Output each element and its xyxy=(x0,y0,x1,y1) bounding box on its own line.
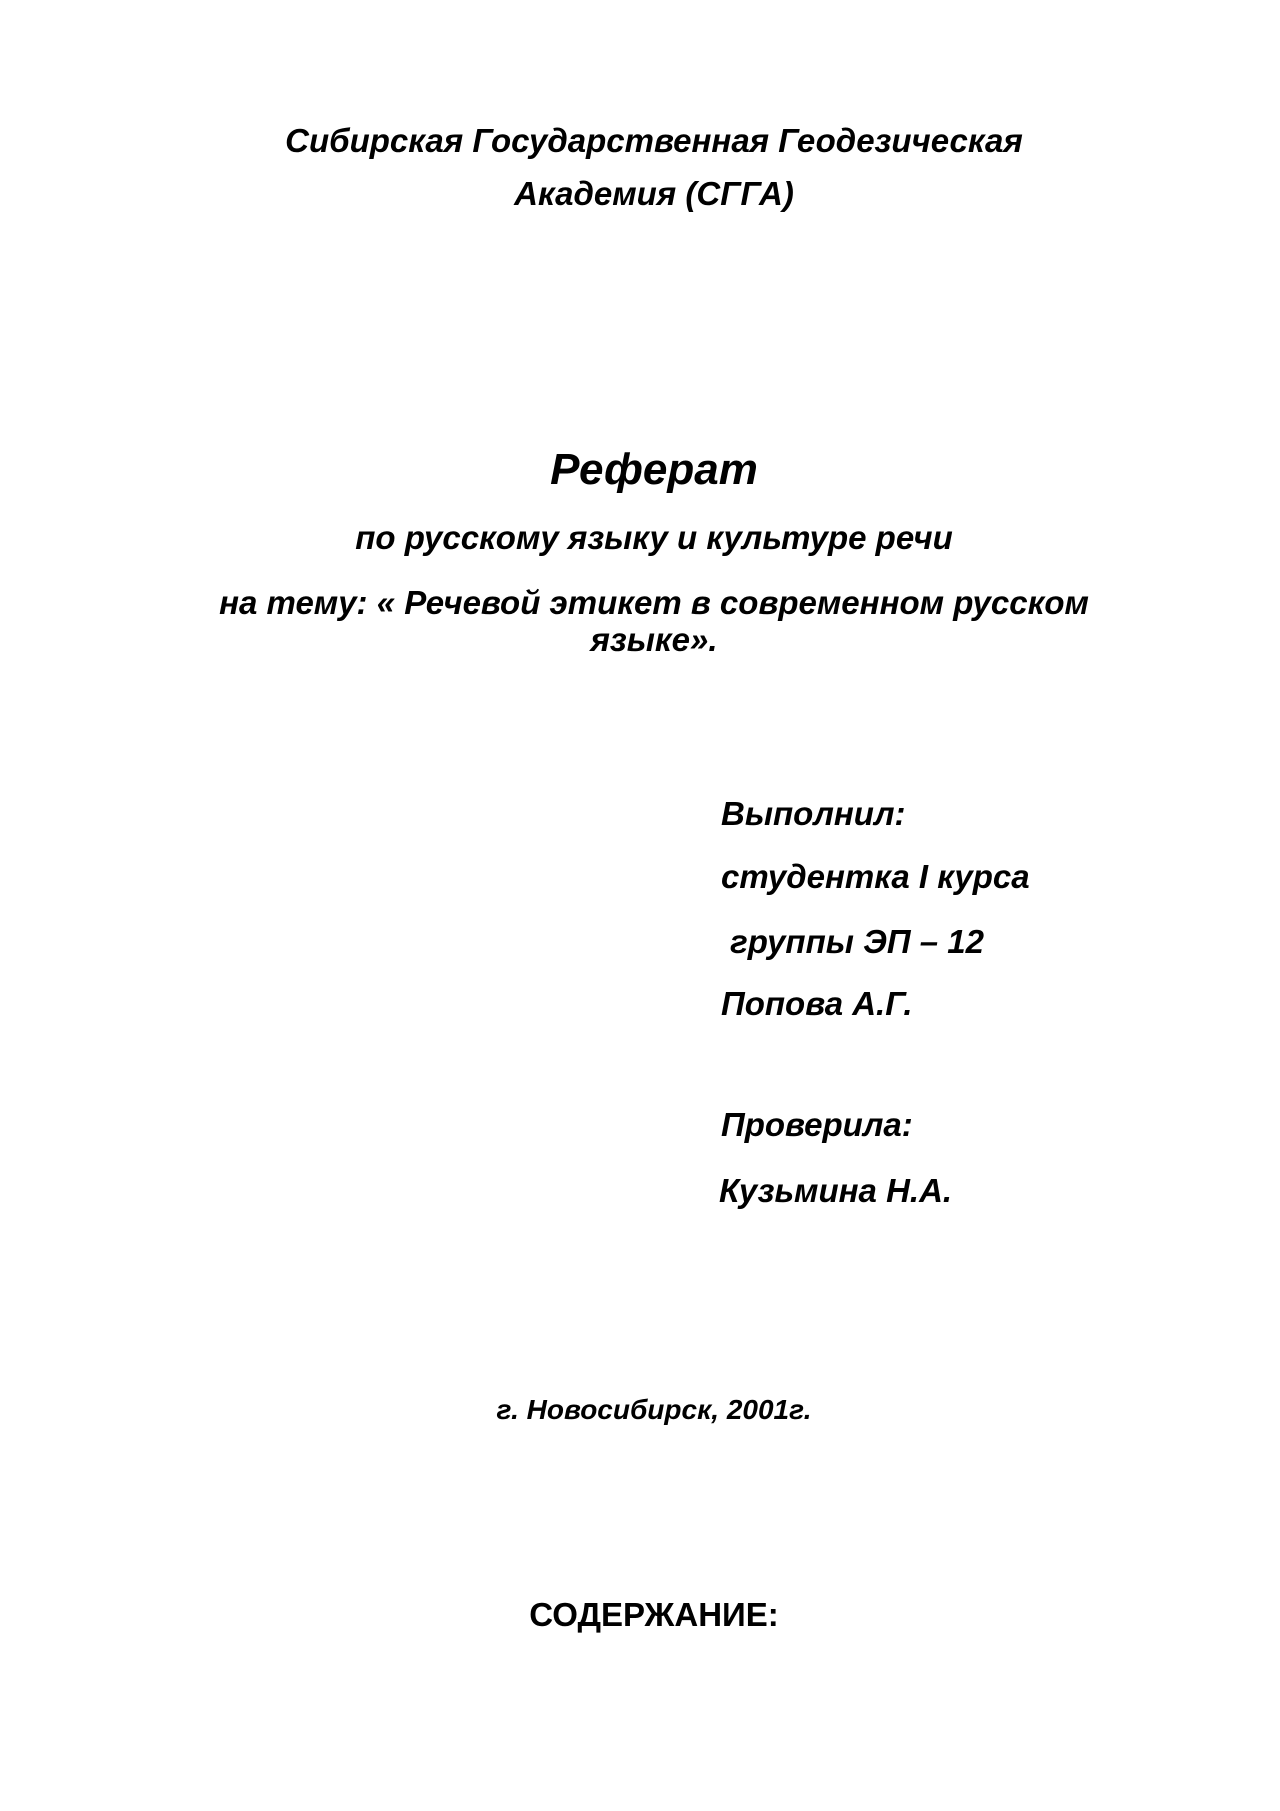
institution-line-1: Сибирская Государственная Геодезическая xyxy=(285,122,1023,159)
author-course: студентка I курса xyxy=(721,858,1030,895)
document-title: Реферат xyxy=(550,445,758,494)
reviewer-name: Кузьмина Н.А. xyxy=(719,1172,953,1209)
author-group: группы ЭП – 12 xyxy=(721,923,984,960)
subject-line: по русскому языку и культуре речи xyxy=(355,519,953,556)
topic-line-2: языке». xyxy=(590,621,718,658)
reviewer-label: Проверила: xyxy=(721,1106,913,1143)
contents-heading: СОДЕРЖАНИЕ: xyxy=(529,1596,779,1633)
institution-line-2: Академия (СГГА) xyxy=(514,175,794,212)
city-year: г. Новосибирск, 2001г. xyxy=(496,1394,812,1425)
author-name: Попова А.Г. xyxy=(721,985,913,1022)
author-label: Выполнил: xyxy=(721,795,906,832)
topic-line-1: на тему: « Речевой этикет в современном русском xyxy=(219,584,1089,621)
